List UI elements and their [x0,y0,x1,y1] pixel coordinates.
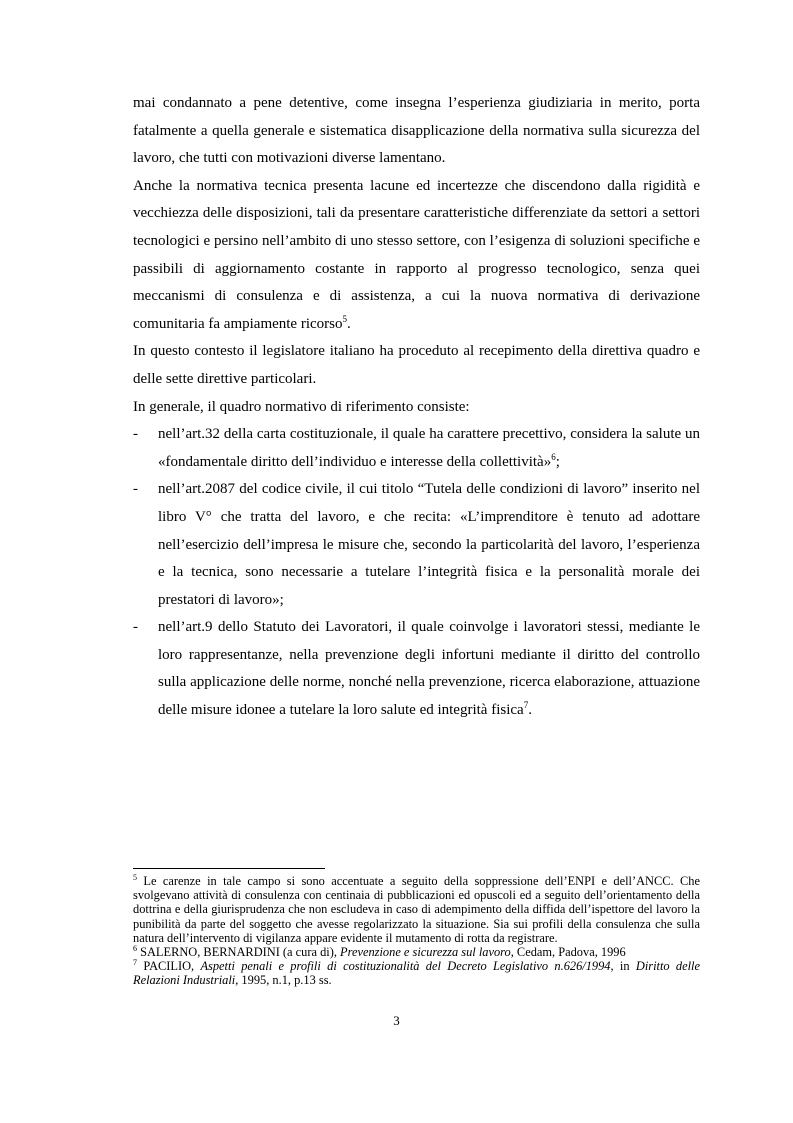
paragraph-4: In generale, il quadro normativo di riferimento consiste: [133,398,470,415]
footnote-title: Prevenzione e sicurezza sul lavoro [340,945,511,960]
page-body [133,90,700,725]
list-dash: - [133,426,138,443]
list-dash: - [133,619,138,636]
footnote-ref-6[interactable]: 6 [551,451,556,462]
paragraph-3: In questo contesto il legislatore italiano ha proceduto al recepimento della direttiva quadro e delle sette direttive particolari. [133,343,700,387]
footnote-title: Aspetti penali e profili di costituzionalità del Decreto Legislativo n.626/1994 [200,959,611,974]
paragraph-1: mai condannato a pene detentive, come insegna l’esperienza giudiziaria in merito, porta fatalmente a quella generale e sistematica disapplicazione della normativa sulla sicurezza del lavoro, che tutti con motivazioni diverse lamentano. [133,95,700,167]
footnote-5 [133,874,700,945]
footnote-7 [133,959,700,987]
footnote-number: 5 [133,872,137,882]
paragraph-2-text: Anche la normativa tecnica presenta lacune ed incertezze che discendono dalla rigidità e vecchiezza delle disposizioni, tali da presentare caratteristiche differenziate da settori a settori tecnologici e persino nell’ambito di uno stesso settore, con l’esigenza di soluzioni specifiche e passibili di aggiornamento costante in rapporto al progresso tecnologico, senza quei meccanismi di consulenza e di assistenza, a cui la nuova normativa di derivazione comunitaria fa ampiamente ricorso [133,177,700,332]
list-item-text: nell’art.9 dello Statuto dei Lavoratori, il quale coinvolge i lavoratori stessi, mediante le loro rappresentanze, nella prevenzione degli infortuni mediante il diritto del controllo sulla applicazione delle norme, nonché nella prevenzione, ricerca elaborazione, attuazione delle misure idonee a tutelare la loro salute ed integrità fisica [158,619,700,719]
footnotes [133,868,700,988]
page-number: 3 [393,1013,400,1028]
list-item-text: nell’art.32 della carta costituzionale, il quale ha carattere precettivo, considera la salute un «fondamentale diritto dell’individuo e interesse della collettività» [158,426,700,470]
footnote-ref-7[interactable]: 7 [523,700,529,711]
footnote-separator [133,868,325,869]
list-item-end: ; [555,453,560,470]
footnote-text: Le carenze in tale campo si sono accentuate a seguito della soppressione dell’ENPI e dell’ANCC. Che svolgevano attività di consulenza con centinaia di pubblicazioni ed opuscoli ed a seguito dell’orientamento della dottrina e della giurisprudenza che non escludeva in caso di adempimento della diffida dell’ispettore del lavoro la punibilità da parte del soggetto che avesse regolarizzato la situazione. Sia sui profili della consulenza che sulla natura dell’intervento di vigilanza appare evidente il mutamento di rotta da registrare. [133,874,700,945]
list-item [133,614,700,724]
body-text [133,90,700,725]
footnote-author: SALERNO, BERNARDINI (a cura di), [137,945,341,960]
footnote-number: 7 [133,958,137,968]
footnote-author: PACILIO, [137,959,201,974]
footnote-publisher: , Cedam, Padova, 1996 [510,945,626,960]
list-item [133,421,700,476]
footnote-ref-5[interactable]: 5 [342,313,347,324]
paragraph-2 [133,173,700,339]
footnote-6 [133,945,700,959]
footnote-connector: , in [610,959,636,974]
list-dash: - [133,481,138,498]
footnote-number: 6 [133,943,137,953]
footnote-journal: Diritto delle Relazioni Industriali [133,959,701,988]
list-item-end: . [528,702,532,719]
footnote-publication-info: , 1995, n.1, p.13 ss. [235,973,332,988]
paragraph-2-end: . [347,315,351,332]
legal-framework-list [133,421,700,725]
list-item [133,476,700,614]
list-item-text: nell’art.2087 del codice civile, il cui titolo “Tutela delle condizioni di lavoro” inserito nel libro V° che tratta del lavoro, e che recita: «L’imprenditore è tenuto ad adottare nell’esercizio dell’impresa le misure che, secondo la particolarità del lavoro, l’esperienza e la tecnica, sono necessarie a tutelare l’integrità fisica e la personalità morale dei prestatori di lavoro»; [158,481,700,608]
